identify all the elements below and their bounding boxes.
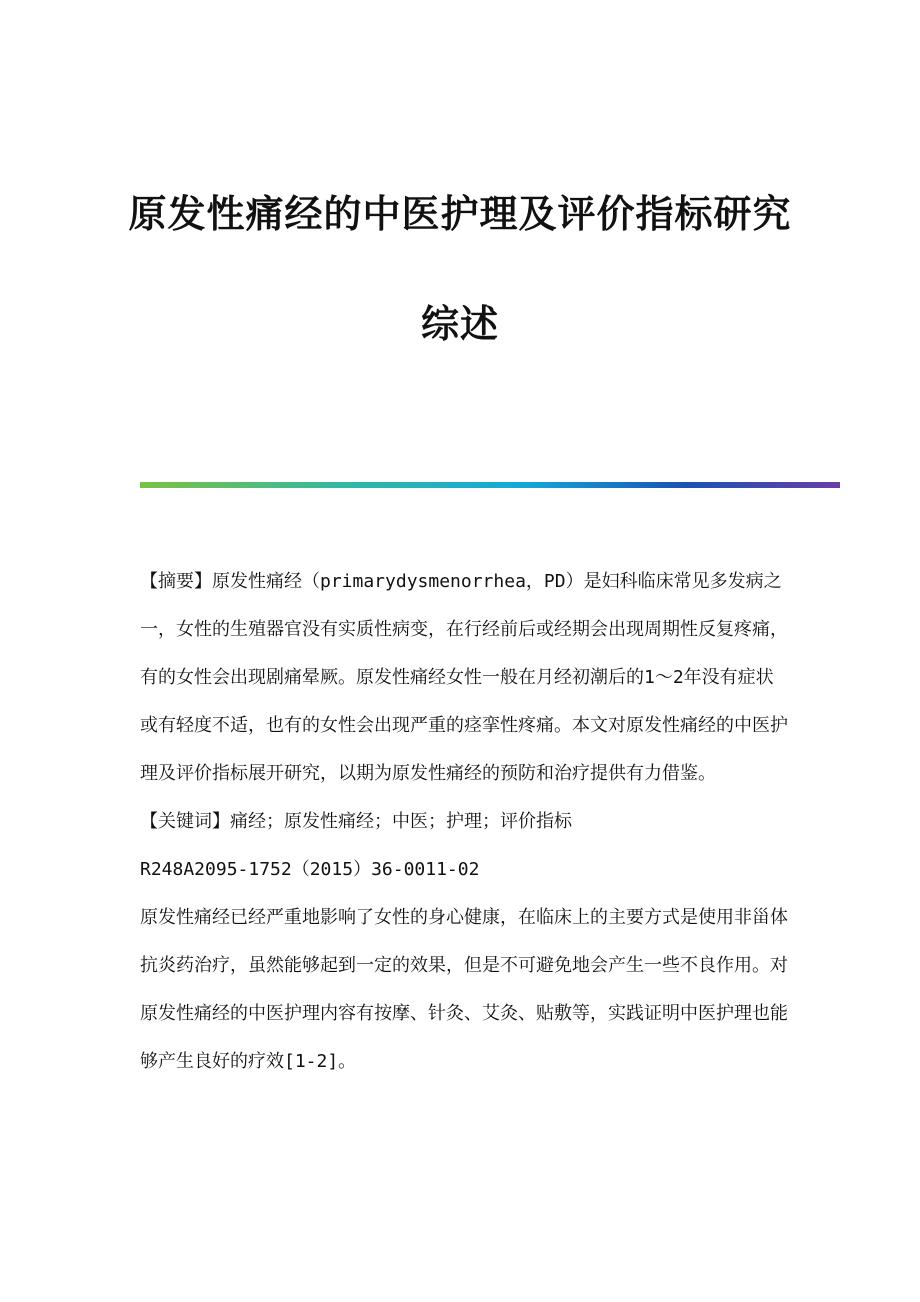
keywords-line: 【关键词】痛经；原发性痛经；中医；护理；评价指标 — [140, 811, 572, 832]
title-block — [80, 188, 840, 350]
abstract-paragraph: 【摘要】原发性痛经（primarydysmenorrhea，PD）是妇科临床常见多发病之一，女性的生殖器官没有实质性病变，在行经前后或经期会出现周期性反复疼痛，有的女性会出现剧痛晕厥。原发性痛经女性一般在月经初潮后的1～2年没有症状或有轻度不适，也有的女性会出现严重的痉挛性疼痛。本文对原发性痛经的中医护理及评价指标展开研究，以期为原发性痛经的预防和治疗提供有力借鉴。 — [140, 571, 788, 784]
title-divider — [140, 482, 840, 488]
classification-line: R248A2095-1752（2015）36-0011-02 — [140, 859, 480, 880]
document-title-line-1: 原发性痛经的中医护理及评价指标研究 — [128, 191, 792, 236]
document-body — [140, 558, 790, 1086]
body-paragraph: 原发性痛经已经严重地影响了女性的身心健康，在临床上的主要方式是使用非甾体抗炎药治疗，虽然能够起到一定的效果，但是不可避免地会产生一些不良作用。对原发性痛经的中医护理内容有按摩、针灸、艾灸、贴敷等，实践证明中医护理也能够产生良好的疗效[1-2]。 — [140, 907, 788, 1072]
document-title-line-2: 综述 — [420, 301, 499, 346]
